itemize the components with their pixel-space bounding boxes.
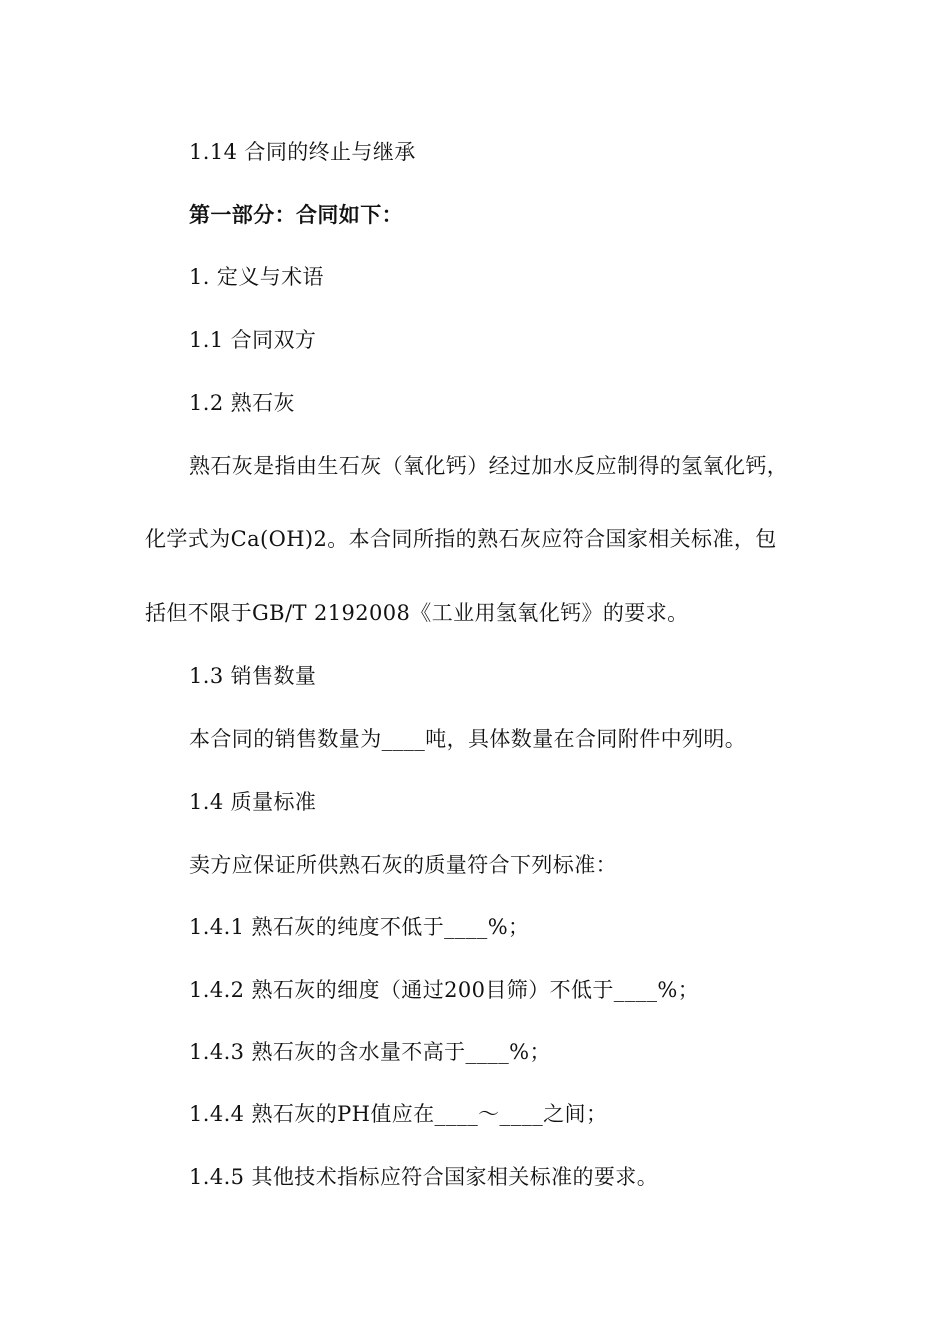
definition-paragraph-line-2: 化学式为Ca(OH)2。本合同所指的熟石灰应符合国家相关标准，包	[145, 527, 777, 551]
quality-intro-paragraph: 卖方应保证所供熟石灰的质量符合下列标准：	[189, 853, 617, 877]
clause-1-3-heading: 1.3 销售数量	[189, 664, 317, 688]
clause-1-4-2: 1.4.2 熟石灰的细度（通过200目筛）不低于____%；	[189, 978, 700, 1002]
clause-1-4-1: 1.4.1 熟石灰的纯度不低于____%；	[189, 915, 530, 939]
clause-1-4-3: 1.4.3 熟石灰的含水量不高于____%；	[189, 1040, 551, 1064]
sales-quantity-paragraph: 本合同的销售数量为____吨，具体数量在合同附件中列明。	[189, 727, 747, 751]
part-one-heading: 第一部分：合同如下：	[189, 203, 403, 227]
clause-1-14-heading: 1.14 合同的终止与继承	[189, 140, 416, 164]
section-1-heading: 1. 定义与术语	[189, 265, 324, 289]
clause-1-2-heading: 1.2 熟石灰	[189, 391, 295, 415]
clause-1-4-4: 1.4.4 熟石灰的PH值应在____～____之间；	[189, 1102, 608, 1126]
definition-paragraph-line-3: 括但不限于GB/T 2192008《工业用氢氧化钙》的要求。	[145, 601, 689, 625]
clause-1-4-5: 1.4.5 其他技术指标应符合国家相关标准的要求。	[189, 1165, 659, 1189]
definition-paragraph-line-1: 熟石灰是指由生石灰（氧化钙）经过加水反应制得的氢氧化钙，	[189, 454, 789, 478]
clause-1-1-heading: 1.1 合同双方	[189, 328, 317, 352]
clause-1-4-heading: 1.4 质量标准	[189, 790, 317, 814]
